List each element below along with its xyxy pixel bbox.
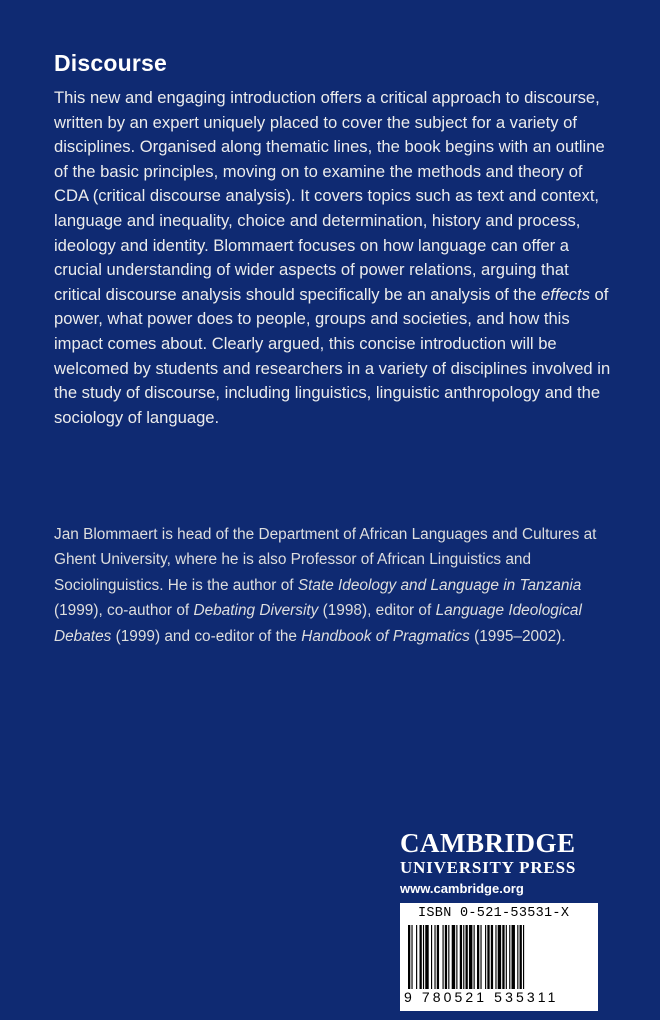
barcode-bar [487,925,489,989]
bio-text-4: (1999) and co-editor of the [111,627,302,645]
bio-title-3: Language Ideological Debates [54,602,582,645]
barcode-bar [469,925,472,989]
barcode-bar [480,925,481,989]
barcode-bar [434,925,435,989]
bio-text-5: (1995–2002). [469,627,566,645]
barcode-bar [477,925,479,989]
barcode-bar [448,925,449,989]
barcode-bar [517,925,518,989]
publisher-logo [400,828,600,897]
isbn-label: ISBN 0-521-53531-X [418,906,570,921]
barcode-bar [512,925,515,989]
barcode-bars [408,925,590,989]
barcode-digits: 9 780521 535311 [404,989,559,1005]
barcode-bar [431,925,432,989]
blurb-text-1: This new and engaging introduction offers a critical approach to discourse, written by an expert uniquely placed to cover the subject for a variety of disciplines. Organised along thematic lines, the book begins with an outline of the basic principles, moving on to examine the methods and theory of CDA (critical discourse analysis). It covers topics such as text and context, language and inequality, choice and determination, history and process, ideology and identity. Blommaert focuses on how language can offer a crucial understanding of wider aspects of power relations, arguing that critical discourse analysis should specifically be an analysis of the [54,88,605,304]
barcode-bar [411,925,412,989]
book-title: Discourse [54,50,168,76]
barcode-bar [506,925,507,989]
blurb-emphasis: effects [541,284,590,304]
barcode-bar [509,925,510,989]
barcode-bar [416,925,417,989]
barcode-bar [485,925,486,989]
barcode-panel [400,903,598,1011]
barcode-bar [437,925,439,989]
barcode-bar [443,925,444,989]
barcode-bar [491,925,493,989]
barcode-bar [445,925,447,989]
publisher-name: CAMBRIDGE [400,828,576,858]
book-blurb [54,86,614,430]
bio-title-4: Handbook of Pragmatics [301,627,470,645]
bio-text-2: (1999), co-author of [54,602,194,620]
bio-text-3: (1998), editor of [318,602,436,620]
barcode-bar [425,925,428,989]
barcode-bar [420,925,422,989]
barcode-bar [520,925,522,989]
barcode-bar [474,925,475,989]
author-bio [54,522,614,649]
bio-text-1: Jan Blommaert is head of the Department of African Languages and Cultures at Ghent University, where he is also Professor of African Linguistics and Sociolinguistics. He is the author of [54,526,597,594]
blurb-text-2: of power, what power does to people, groups and societies, and how this impact comes about. Clearly argued, this concise introduction will be welcomed by students and researchers in a variety of disciplines involved in the study of discourse, including linguistics, linguistic anthropology and the sociology of language. [54,284,611,427]
bio-title-1: State Ideology and Language in Tanzania [297,576,582,594]
barcode-bar [463,925,464,989]
barcode-bar [456,925,457,989]
barcode-bar [523,925,524,989]
barcode-bar [495,925,496,989]
barcode-bar [423,925,424,989]
barcode-bar [466,925,468,989]
barcode-bar [452,925,455,989]
bio-title-2: Debating Diversity [193,602,319,620]
publisher-subtitle: UNIVERSITY PRESS [400,858,577,877]
publisher-url: www.cambridge.org [400,881,524,896]
barcode-bar [498,925,501,989]
barcode-bar [408,925,410,989]
barcode-bar [460,925,462,989]
barcode-bar [502,925,504,989]
